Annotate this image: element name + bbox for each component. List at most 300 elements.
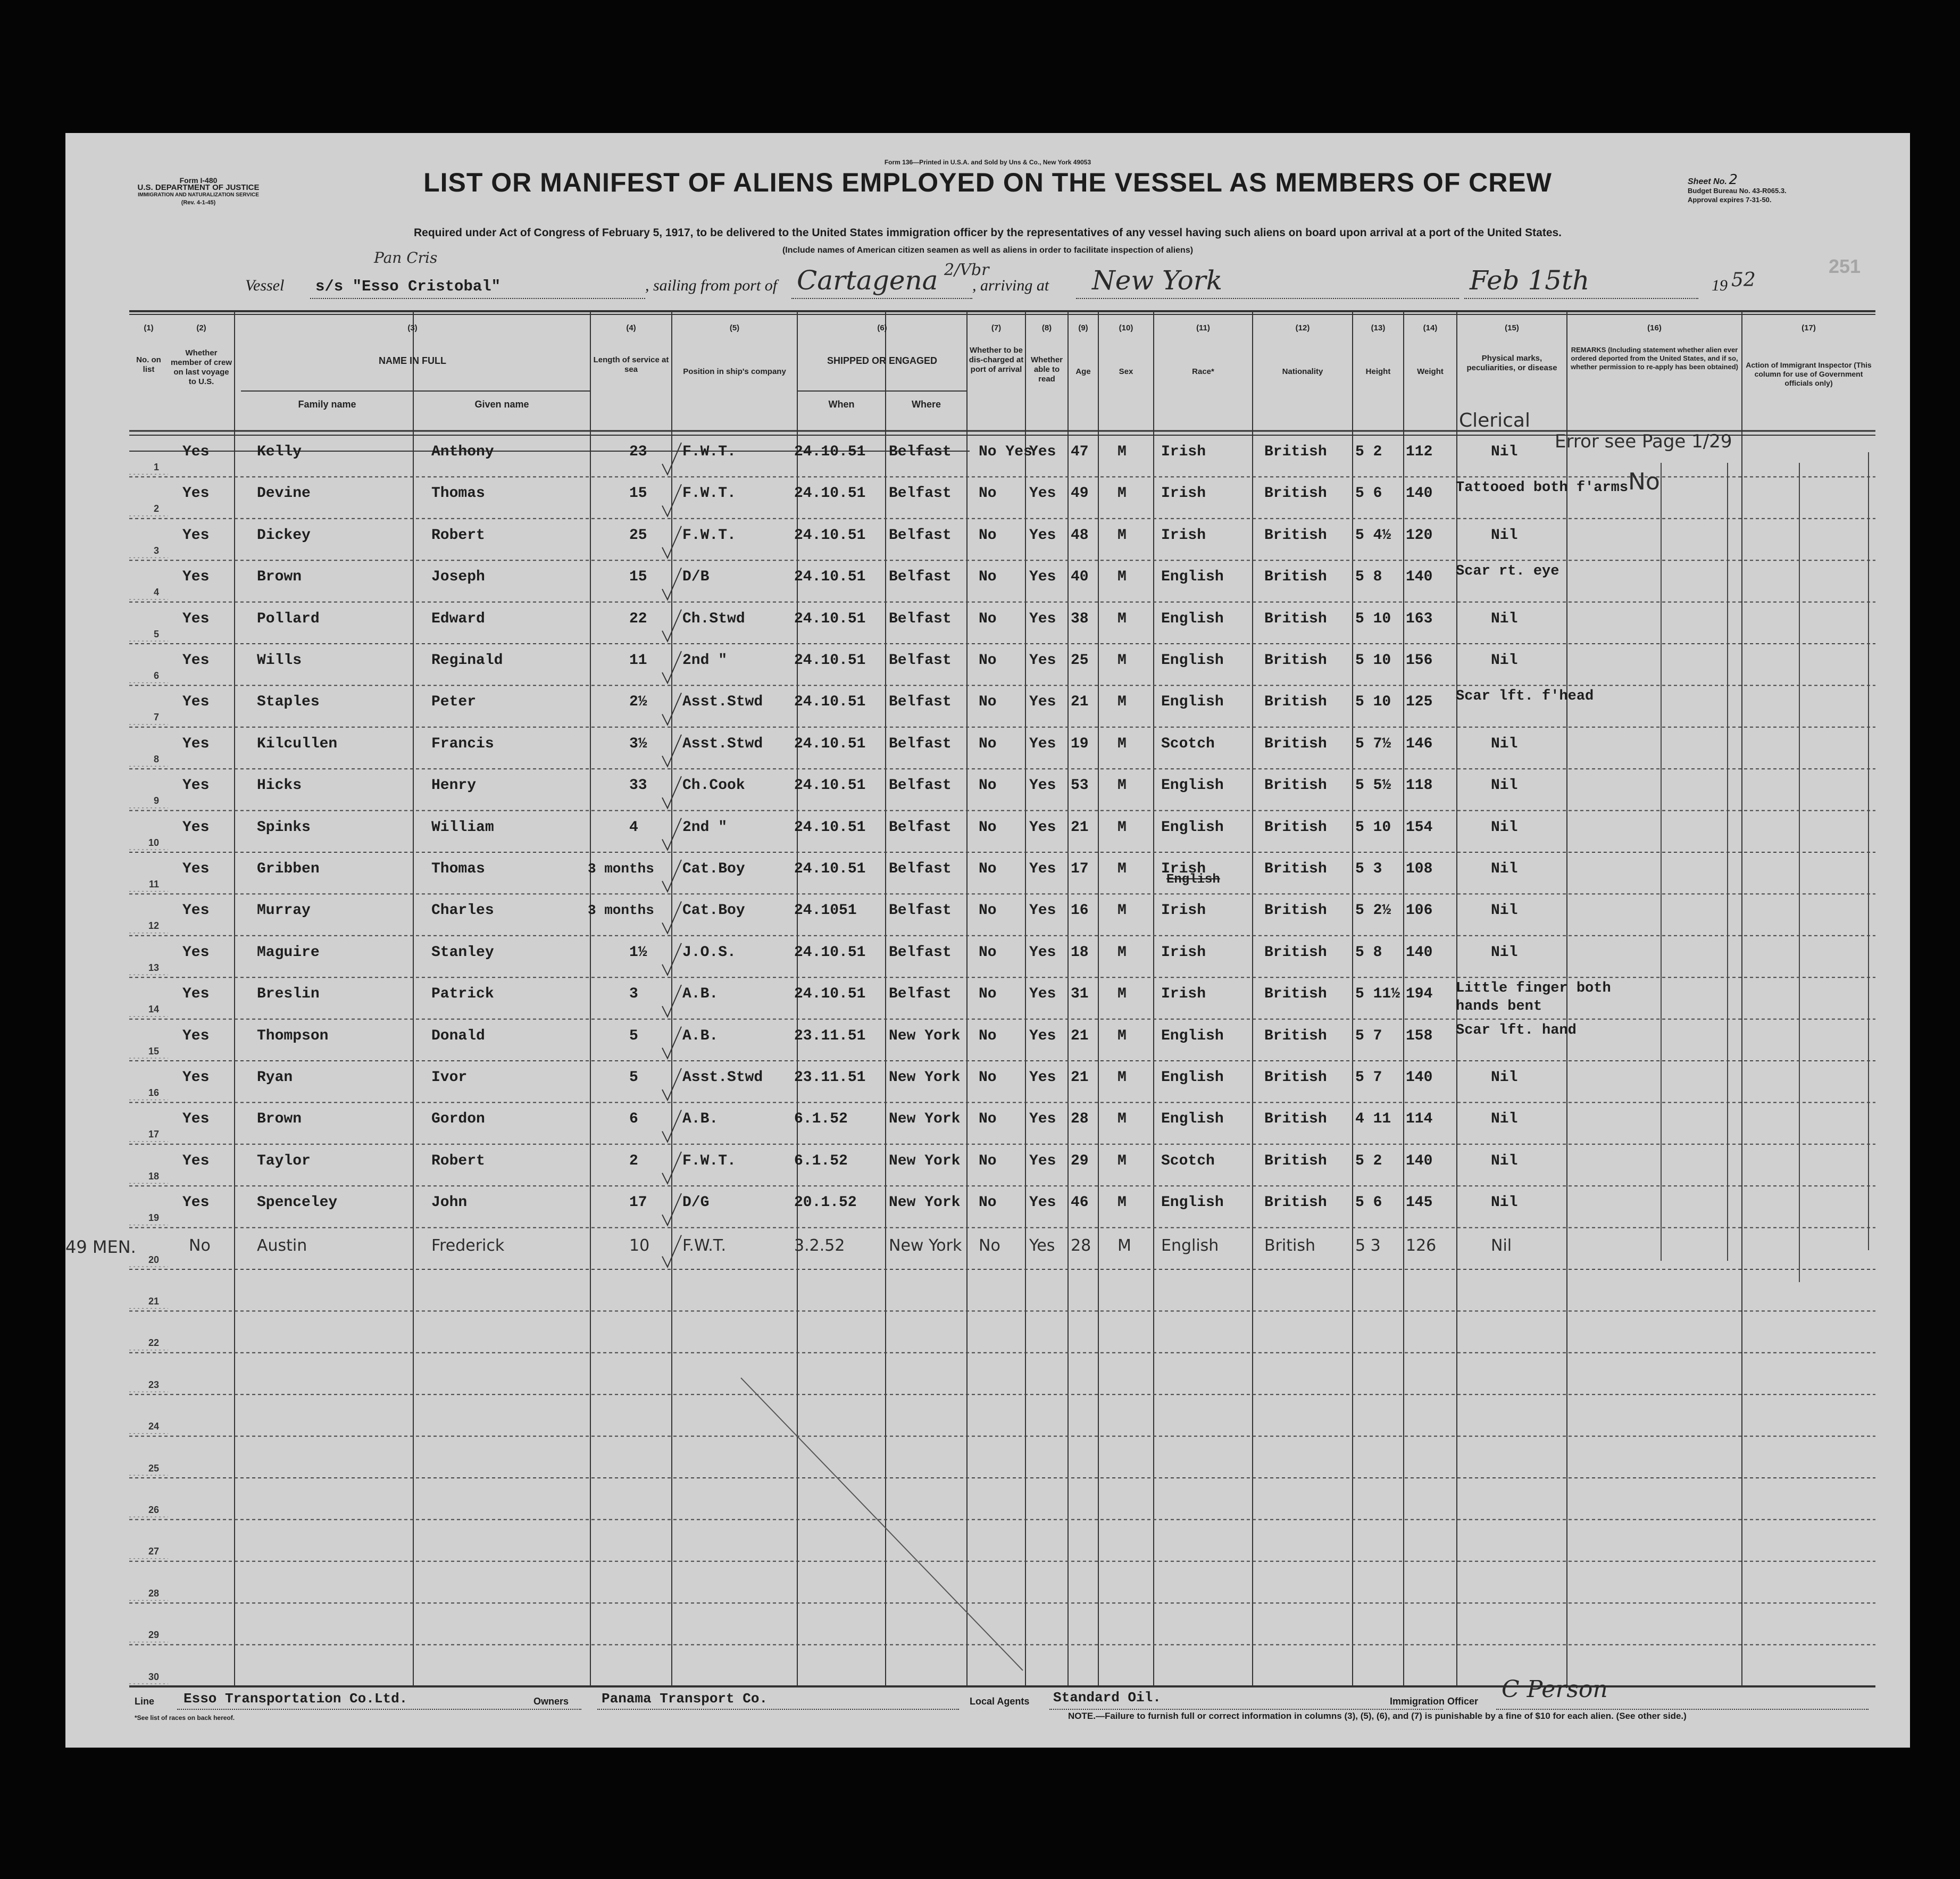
position: Asst.Stwd xyxy=(682,1069,763,1086)
service-length: 15 xyxy=(629,485,647,502)
discharge-flag: No xyxy=(979,1069,997,1086)
physical-marks: Nil xyxy=(1491,777,1518,794)
column-header-action: Action of Immigrant Inspector (This column for use of Government officials only) xyxy=(1746,361,1872,387)
year-prefix: 19 xyxy=(1712,277,1728,294)
shipped-where: New York xyxy=(889,1236,962,1255)
physical-marks: Nil xyxy=(1491,1236,1512,1255)
nationality: British xyxy=(1264,1194,1327,1211)
height: 5 7 xyxy=(1355,1027,1382,1044)
physical-marks: Nil xyxy=(1491,819,1518,836)
shipped-where: New York xyxy=(889,1111,961,1128)
height: 5 2 xyxy=(1355,1152,1382,1169)
row-number: 19 xyxy=(148,1212,159,1224)
column-number: (14) xyxy=(1423,323,1438,332)
able-to-read: Yes xyxy=(1029,819,1056,836)
crew-member-last-voyage: Yes xyxy=(182,1152,210,1169)
position: Ch.Cook xyxy=(682,777,745,794)
weight: 140 xyxy=(1406,485,1433,502)
column-number: (8) xyxy=(1041,323,1052,332)
given-name: Joseph xyxy=(431,569,485,586)
family-name: Wills xyxy=(257,652,302,669)
check-mark-icon xyxy=(662,860,681,892)
manifest-sheet xyxy=(65,133,1910,1748)
check-mark-icon xyxy=(662,651,681,683)
column-header: Nationality xyxy=(1282,367,1323,376)
weight: 125 xyxy=(1406,694,1433,711)
stamp-number: 251 xyxy=(1829,255,1861,277)
given-name: Thomas xyxy=(431,485,485,502)
age: 49 xyxy=(1071,485,1089,502)
race: Irish xyxy=(1161,527,1206,544)
year-suffix: 52 xyxy=(1731,269,1756,291)
weight: 140 xyxy=(1406,1152,1433,1169)
column-number: (16) xyxy=(1647,323,1662,332)
nationality: British xyxy=(1264,652,1327,669)
shipped-when: 6.1.52 xyxy=(794,1111,848,1128)
given-name: Francis xyxy=(431,735,494,752)
age: 25 xyxy=(1071,652,1089,669)
row-number: 8 xyxy=(153,753,159,764)
sex: M xyxy=(1117,610,1127,627)
service-length: 22 xyxy=(629,610,647,627)
arriving-port: New York xyxy=(1092,265,1222,296)
crew-member-last-voyage: Yes xyxy=(182,777,210,794)
age: 46 xyxy=(1071,1194,1089,1211)
race: English xyxy=(1161,1236,1219,1255)
height: 5 10 xyxy=(1355,819,1391,836)
weight: 156 xyxy=(1406,652,1433,669)
service-length: 4 xyxy=(629,819,638,836)
crew-member-last-voyage: Yes xyxy=(182,569,210,586)
shipped-when: 24.10.51 xyxy=(794,944,866,961)
owners-value: Panama Transport Co. xyxy=(602,1691,768,1707)
service-length: 17 xyxy=(629,1194,647,1211)
physical-marks: Nil xyxy=(1491,1111,1518,1128)
sex: M xyxy=(1117,652,1127,669)
column-number: (1) xyxy=(144,323,154,332)
owners-label: Owners xyxy=(533,1696,569,1707)
height: 5 2½ xyxy=(1355,902,1391,919)
column-number: (3) xyxy=(407,323,418,332)
age: 28 xyxy=(1071,1236,1091,1255)
nationality: British xyxy=(1264,986,1327,1003)
check-mark-icon xyxy=(662,735,681,767)
family-name: Pollard xyxy=(257,610,320,627)
shipped-when: 24.1051 xyxy=(794,902,857,919)
given-name: Stanley xyxy=(431,944,494,961)
family-name: Devine xyxy=(257,485,311,502)
column-header: No. on list xyxy=(136,355,161,374)
sex: M xyxy=(1117,569,1127,586)
column-number: (2) xyxy=(196,323,206,332)
shipped-when: 3.2.52 xyxy=(794,1236,845,1255)
sex: M xyxy=(1117,986,1127,1003)
race: Scotch xyxy=(1161,1152,1215,1169)
sailing-note: 2/Vbr xyxy=(944,261,989,279)
given-name: Henry xyxy=(431,777,477,794)
officer-label: Immigration Officer xyxy=(1390,1696,1479,1707)
column-header: Age xyxy=(1075,367,1091,376)
column-number: (6) xyxy=(877,323,887,332)
column-header: Race* xyxy=(1192,367,1214,376)
arrival-date: Feb 15th xyxy=(1470,265,1590,296)
agents-label: Local Agents xyxy=(970,1696,1030,1707)
sex: M xyxy=(1117,1069,1127,1086)
shipped-where: Belfast xyxy=(889,527,952,544)
height: 5 10 xyxy=(1355,652,1391,669)
physical-marks: Nil xyxy=(1491,610,1518,627)
column-header: Physical marks, peculiarities, or disease xyxy=(1466,354,1557,372)
column-header: Position in ship's company xyxy=(683,367,786,376)
nationality: British xyxy=(1264,485,1327,502)
race: English xyxy=(1161,777,1224,794)
nationality: British xyxy=(1264,569,1327,586)
nationality: British xyxy=(1264,902,1327,919)
crew-member-last-voyage: Yes xyxy=(182,1027,210,1044)
weight: 112 xyxy=(1406,444,1433,460)
weight: 154 xyxy=(1406,819,1433,836)
check-mark-icon xyxy=(662,776,681,808)
position: A.B. xyxy=(682,986,719,1003)
shipped-when: 24.10.51 xyxy=(794,652,866,669)
weight: 140 xyxy=(1406,944,1433,961)
position: F.W.T. xyxy=(682,527,736,544)
discharge-flag: No xyxy=(979,694,997,711)
height: 5 8 xyxy=(1355,944,1382,961)
position: D/G xyxy=(682,1194,710,1211)
cancel-stroke xyxy=(741,1378,1023,1670)
row-number: 27 xyxy=(148,1546,159,1557)
service-length: 3 xyxy=(629,986,638,1003)
check-mark-icon xyxy=(662,1027,681,1059)
shipped-where: Belfast xyxy=(889,861,952,877)
sex: M xyxy=(1117,735,1127,752)
column-number: (17) xyxy=(1801,323,1816,332)
fine-note: NOTE.—Failure to furnish full or correct information in columns (3), (5), (6), and (7) is punishable by a fine of $10 for each alien. (See other side.) xyxy=(1068,1711,1687,1721)
check-mark-icon xyxy=(662,526,681,558)
height: 5 5½ xyxy=(1355,777,1391,794)
discharge-flag: No xyxy=(979,819,997,836)
physical-marks: Tattooed both f'arms xyxy=(1456,480,1629,496)
remarks-no-annotation: No xyxy=(1628,468,1660,495)
physical-marks: Nil xyxy=(1491,861,1518,877)
position: F.W.T. xyxy=(682,444,736,460)
weight: 140 xyxy=(1406,1069,1433,1086)
shipped-when: 23.11.51 xyxy=(794,1069,866,1086)
service-length: 10 xyxy=(629,1236,650,1255)
discharge-flag: No xyxy=(979,652,997,669)
weight: 106 xyxy=(1406,902,1433,919)
shipped-where: Belfast xyxy=(889,735,952,752)
position: Ch.Stwd xyxy=(682,610,745,627)
height: 5 11½ xyxy=(1355,986,1400,1003)
physical-marks: Scar lft. f'head xyxy=(1456,688,1594,705)
shipped-when: 24.10.51 xyxy=(794,527,866,544)
row-number: 5 xyxy=(153,628,159,639)
shipped-where: Belfast xyxy=(889,610,952,627)
crew-member-last-voyage: Yes xyxy=(182,944,210,961)
shipped-when: 24.10.51 xyxy=(794,735,866,752)
check-mark-icon xyxy=(662,1152,681,1184)
column-subheader-when: When xyxy=(828,399,855,410)
column-number: (5) xyxy=(729,323,740,332)
family-name: Staples xyxy=(257,694,320,711)
family-name: Brown xyxy=(257,1111,302,1128)
crew-member-last-voyage: No xyxy=(189,1236,211,1255)
service-length: 23 xyxy=(629,444,647,460)
check-mark-icon xyxy=(662,943,681,975)
sailing-label: , sailing from port of xyxy=(645,277,778,294)
weight: 114 xyxy=(1406,1111,1433,1128)
include-note: (Include names of American citizen seamen as well as aliens in order to facilitate inspection of aliens) xyxy=(782,246,1194,255)
sex: M xyxy=(1117,444,1127,460)
line-value: Esso Transportation Co.Ltd. xyxy=(184,1691,408,1707)
age: 28 xyxy=(1071,1111,1089,1128)
row-number: 1 xyxy=(153,462,159,472)
shipped-where: Belfast xyxy=(889,652,952,669)
weight: 145 xyxy=(1406,1194,1433,1211)
row-number: 28 xyxy=(148,1587,159,1599)
height: 5 10 xyxy=(1355,610,1391,627)
family-name: Breslin xyxy=(257,986,320,1003)
arriving-label: , arriving at xyxy=(972,277,1049,294)
row-number: 10 xyxy=(148,837,159,848)
family-name: Brown xyxy=(257,569,302,586)
race: English xyxy=(1161,610,1224,627)
row-number: 2 xyxy=(153,503,159,514)
races-note: *See list of races on back hereof. xyxy=(135,1714,235,1722)
check-mark-icon xyxy=(662,901,681,933)
nationality: British xyxy=(1264,735,1327,752)
row-number: 26 xyxy=(148,1504,159,1515)
check-mark-icon xyxy=(662,443,681,475)
height: 5 7½ xyxy=(1355,735,1391,752)
crew-member-last-voyage: Yes xyxy=(182,1111,210,1128)
shipped-where: New York xyxy=(889,1152,961,1169)
crew-member-last-voyage: Yes xyxy=(182,444,210,460)
sex: M xyxy=(1117,777,1127,794)
column-number: (15) xyxy=(1505,323,1519,332)
given-name: Donald xyxy=(431,1027,485,1044)
position: Cat.Boy xyxy=(682,902,745,919)
row-number: 13 xyxy=(148,962,159,973)
given-name: Ivor xyxy=(431,1069,468,1086)
physical-marks: Nil xyxy=(1491,444,1518,460)
physical-marks: Nil xyxy=(1491,1194,1518,1211)
row-number: 20 xyxy=(148,1254,159,1265)
crew-member-last-voyage: Yes xyxy=(182,819,210,836)
sailing-port: Cartagena xyxy=(797,265,938,296)
nationality: British xyxy=(1264,819,1327,836)
row-number: 3 xyxy=(153,545,159,556)
given-name: Frederick xyxy=(431,1236,505,1255)
able-to-read: Yes xyxy=(1029,861,1056,877)
physical-marks: Nil xyxy=(1491,944,1518,961)
race: Irish xyxy=(1161,861,1206,877)
weight: 163 xyxy=(1406,610,1433,627)
able-to-read: Yes xyxy=(1029,610,1056,627)
discharge-flag: No xyxy=(979,527,997,544)
column-number: (10) xyxy=(1119,323,1133,332)
age: 19 xyxy=(1071,735,1089,752)
height: 5 6 xyxy=(1355,1194,1382,1211)
family-name: Spinks xyxy=(257,819,311,836)
check-mark-icon xyxy=(662,1068,681,1100)
column-header: Length of service at sea xyxy=(593,355,669,374)
discharge-flag: No xyxy=(979,1194,997,1211)
shipped-when: 24.10.51 xyxy=(794,610,866,627)
shipped-when: 24.10.51 xyxy=(794,694,866,711)
crew-member-last-voyage: Yes xyxy=(182,986,210,1003)
discharge-flag: No xyxy=(979,485,997,502)
age: 53 xyxy=(1071,777,1089,794)
service-length: 1½ xyxy=(629,944,647,961)
sex: M xyxy=(1117,527,1127,544)
crew-member-last-voyage: Yes xyxy=(182,610,210,627)
family-name: Spenceley xyxy=(257,1194,338,1211)
row-number: 21 xyxy=(148,1296,159,1307)
age: 47 xyxy=(1071,444,1089,460)
shipped-when: 24.10.51 xyxy=(794,861,866,877)
column-number: (13) xyxy=(1371,323,1386,332)
margin-annotation: 49 MEN. xyxy=(65,1237,136,1257)
sex: M xyxy=(1117,944,1127,961)
discharge-flag: No xyxy=(979,610,997,627)
check-mark-icon xyxy=(662,1193,681,1225)
physical-marks: Little finger both hands bent xyxy=(1456,980,1611,1015)
shipped-when: 24.10.51 xyxy=(794,485,866,502)
shipped-when: 24.10.51 xyxy=(794,819,866,836)
able-to-read: Yes xyxy=(1029,777,1056,794)
family-name: Murray xyxy=(257,902,311,919)
shipped-where: New York xyxy=(889,1194,961,1211)
crew-member-last-voyage: Yes xyxy=(182,485,210,502)
service-length: 2 xyxy=(629,1152,638,1169)
family-name: Gribben xyxy=(257,861,320,877)
shipped-when: 6.1.52 xyxy=(794,1152,848,1169)
row-number: 15 xyxy=(148,1045,159,1057)
race: English xyxy=(1161,652,1224,669)
family-name: Dickey xyxy=(257,527,311,544)
age: 16 xyxy=(1071,902,1089,919)
service-length: 33 xyxy=(629,777,647,794)
able-to-read: Yes xyxy=(1029,1152,1056,1169)
discharge-flag: No xyxy=(979,986,997,1003)
check-mark-icon xyxy=(662,610,681,642)
shipped-when: 24.10.51 xyxy=(794,569,866,586)
able-to-read: Yes xyxy=(1029,652,1056,669)
physical-marks: Nil xyxy=(1491,1152,1518,1169)
column-subheader-family: Family name xyxy=(298,399,356,410)
weight: 194 xyxy=(1406,986,1433,1003)
weight: 120 xyxy=(1406,527,1433,544)
nationality: British xyxy=(1264,1069,1327,1086)
row-number: 25 xyxy=(148,1462,159,1474)
able-to-read: Yes xyxy=(1029,694,1056,711)
row-number: 17 xyxy=(148,1129,159,1140)
nationality: British xyxy=(1264,861,1327,877)
row-number: 14 xyxy=(148,1004,159,1015)
age: 40 xyxy=(1071,569,1089,586)
service-length: 3 months xyxy=(588,861,654,877)
crew-member-last-voyage: Yes xyxy=(182,527,210,544)
crew-member-last-voyage: Yes xyxy=(182,861,210,877)
sex: M xyxy=(1117,485,1127,502)
able-to-read: Yes xyxy=(1029,485,1056,502)
clerical-annotation: Clerical xyxy=(1459,410,1530,431)
check-mark-icon xyxy=(662,985,681,1017)
position: J.O.S. xyxy=(682,944,736,961)
age: 21 xyxy=(1071,819,1089,836)
discharge-flag: No xyxy=(979,861,997,877)
height: 5 3 xyxy=(1355,861,1382,877)
shipped-where: Belfast xyxy=(889,569,952,586)
row-number: 11 xyxy=(148,879,159,889)
check-mark-icon xyxy=(662,568,681,600)
sex: M xyxy=(1117,902,1127,919)
column-header-shipped: SHIPPED OR ENGAGED xyxy=(827,355,938,366)
vessel-hand-note: Pan Cris xyxy=(374,249,438,267)
race: Irish xyxy=(1161,986,1206,1003)
sex: M xyxy=(1117,1236,1131,1255)
height: 5 7 xyxy=(1355,1069,1382,1086)
position: Asst.Stwd xyxy=(682,694,763,711)
position: F.W.T. xyxy=(682,1152,736,1169)
shipped-where: Belfast xyxy=(889,485,952,502)
race: English xyxy=(1161,569,1224,586)
column-number: (12) xyxy=(1295,323,1310,332)
check-mark-icon xyxy=(662,693,681,725)
column-header: Weight xyxy=(1417,367,1444,376)
given-name: John xyxy=(431,1194,468,1211)
given-name: Patrick xyxy=(431,986,494,1003)
remarks-annotation: Error see Page 1/29 xyxy=(1555,431,1732,452)
row-number: 18 xyxy=(148,1170,159,1182)
position: 2nd " xyxy=(682,819,728,836)
struck-race-text: English xyxy=(1166,872,1220,887)
race: English xyxy=(1161,819,1224,836)
column-header: Whether to be dis-charged at port of arrival xyxy=(969,346,1024,374)
crew-member-last-voyage: Yes xyxy=(182,694,210,711)
nationality: British xyxy=(1264,444,1327,460)
physical-marks: Scar lft. hand xyxy=(1456,1022,1577,1038)
able-to-read: Yes xyxy=(1029,1027,1056,1044)
height: 5 6 xyxy=(1355,485,1382,502)
subtitle: Required under Act of Congress of February 5, 1917, to be delivered to the United States immigration officer by the representatives of any vessel having such aliens on board upon arrival at a port of the United States. xyxy=(413,227,1562,239)
race: English xyxy=(1161,1194,1224,1211)
age: 17 xyxy=(1071,861,1089,877)
sex: M xyxy=(1117,1194,1127,1211)
shipped-when: 20.1.52 xyxy=(794,1194,857,1211)
shipped-where: Belfast xyxy=(889,944,952,961)
nationality: British xyxy=(1264,944,1327,961)
service-length: 15 xyxy=(629,569,647,586)
check-mark-icon xyxy=(662,818,681,850)
shipped-when: 24.10.51 xyxy=(794,444,866,460)
family-name: Hicks xyxy=(257,777,302,794)
check-mark-icon xyxy=(662,484,681,516)
physical-marks: Nil xyxy=(1491,735,1518,752)
service-length: 2½ xyxy=(629,694,647,711)
nationality: British xyxy=(1264,1152,1327,1169)
able-to-read: Yes xyxy=(1029,1111,1056,1128)
service-length: 25 xyxy=(629,527,647,544)
row-number: 6 xyxy=(153,670,159,681)
race: Irish xyxy=(1161,444,1206,460)
position: Cat.Boy xyxy=(682,861,745,877)
discharge-flag: No xyxy=(979,1152,997,1169)
service-length: 5 xyxy=(629,1069,638,1086)
